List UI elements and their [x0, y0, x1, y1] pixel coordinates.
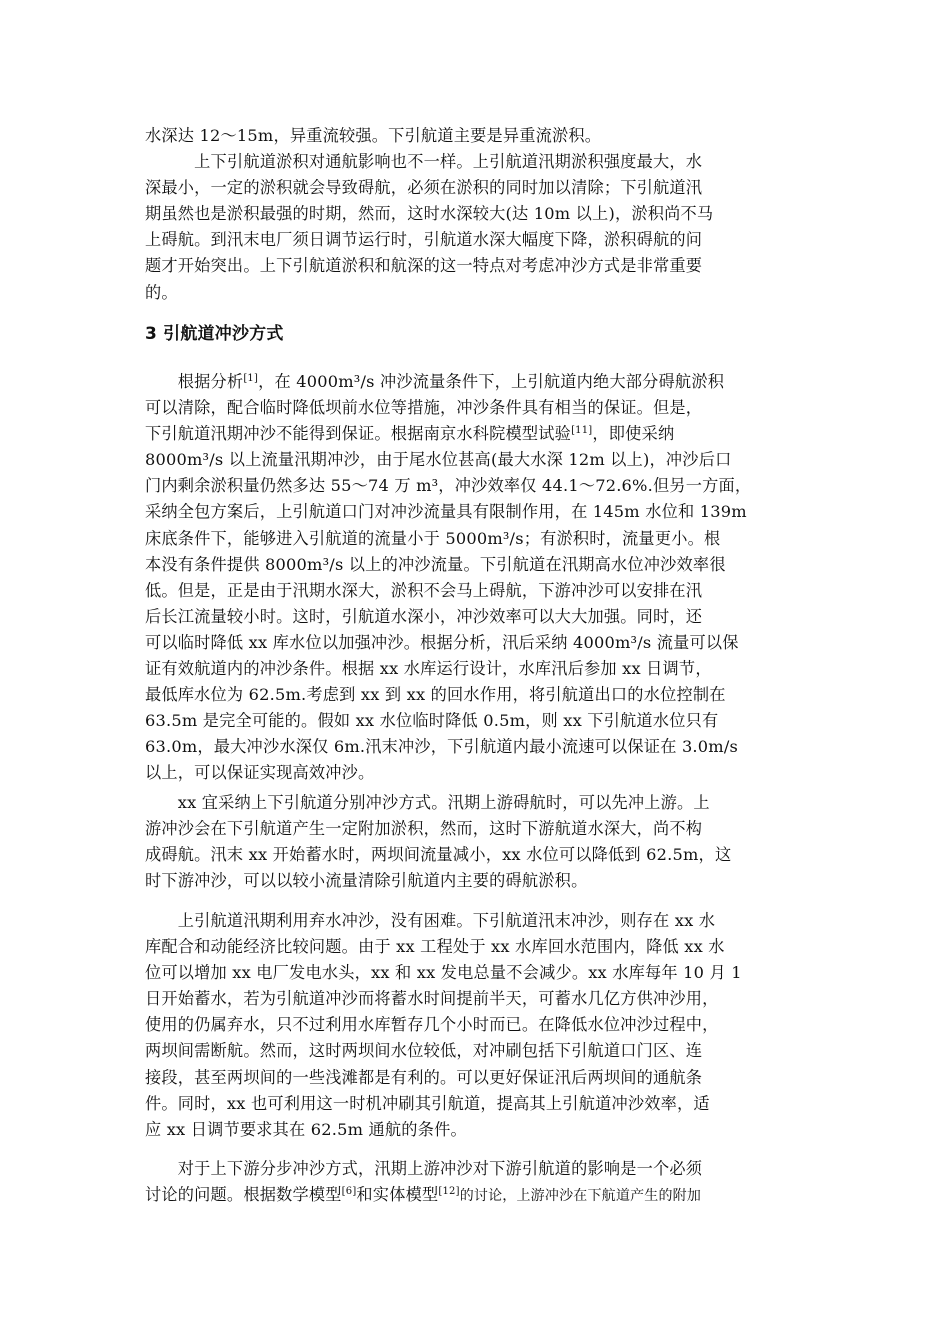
text-line: 63.5m 是完全可能的。假如 xx 水位临时降低 0.5m，则 xx 下引航道水位只有	[145, 711, 719, 731]
text-line: 8000m³/s 以上流量汛期冲沙，由于尾水位甚高(最大水深 12m 以上)，冲沙后口	[145, 450, 732, 470]
text-line: 低。但是，正是由于汛期水深大，淤积不会马上碍航，下游冲沙可以安排在汛	[145, 580, 703, 600]
text-line: 库配合和动能经济比较问题。由于 xx 工程处于 xx 水库回水范围内，降低 xx 水	[145, 937, 725, 957]
text-line: xx 宜采纳上下引航道分别冲沙方式。汛期上游碍航时，可以先冲上游。上	[145, 793, 710, 812]
text-line: 以上，可以保证实现高效冲沙。	[145, 763, 375, 783]
text-line: 后长江流量较小时。这时，引航道水深小，冲沙效率可以大大加强。同时，还	[145, 606, 703, 626]
text-line: 接段，甚至两坝间的一些浅滩都是有利的。可以更好保证汛后两坝间的通航条	[145, 1067, 703, 1087]
paragraph-stepwise-flushing	[145, 1156, 810, 1208]
text-line: 最低库水位为 62.5m.考虑到 xx 到 xx 的回水作用，将引航道出口的水位控制在	[145, 685, 726, 705]
text-line: 可以清除，配合临时降低坝前水位等措施，冲沙条件具有相当的保证。但是，	[145, 398, 703, 418]
citation-ref: [11]	[571, 425, 593, 437]
text-line: 应 xx 日调节要求其在 62.5m 通航的条件。	[145, 1119, 467, 1139]
text-line: 日开始蓄水，若为引航道冲沙而将蓄水时间提前半天，可蓄水几亿方供冲沙用，	[145, 989, 719, 1009]
paragraph-upper-channel	[145, 908, 810, 1143]
text-line: 游冲沙会在下引航道产生一定附加淤积，然而，这时下游航道水深大，尚不构	[145, 819, 703, 839]
text-line: 采纳全包方案后，上引航道口门对冲沙流量具有限制作用，在 145m 水位和 139m	[145, 502, 747, 522]
text-line: 讨论的问题。根据数学模型[6]和实体模型[12]的讨论，上游冲沙在下航道产生的附加	[145, 1185, 702, 1205]
text-line: 使用的仍属弃水，只不过利用水库暂存几个小时而已。在降低水位冲沙过程中，	[145, 1015, 719, 1035]
text-line: 的。	[145, 282, 178, 302]
text-line: 两坝间需断航。然而，这时两坝间水位较低，对冲刷包括下引航道口门区、连	[145, 1041, 703, 1061]
section-heading: 3 引航道冲沙方式	[145, 324, 284, 344]
citation-ref: [1]	[243, 373, 259, 384]
text-line: 63.0m，最大冲沙水深仅 6m.汛末冲沙，下引航道内最小流速可以保证在 3.0m/s	[145, 737, 738, 757]
text-line: 对于上下游分步冲沙方式，汛期上游冲沙对下游引航道的影响是一个必须	[145, 1159, 703, 1178]
text-line: 可以临时降低 xx 库水位以加强冲沙。根据分析，汛后采纳 4000m³/s 流量可以保	[145, 632, 739, 652]
text-line: 根据分析[1]，在 4000m³/s 冲沙流量条件下，上引航道内绝大部分碍航淤积	[145, 372, 725, 391]
text-line: 水深达 12～15m，异重流较强。下引航道主要是异重流淤积。	[145, 126, 602, 145]
text-line: 证有效航道内的冲沙条件。根据 xx 水库运行设计，水库汛后参加 xx 日调节，	[145, 659, 712, 679]
text-line: 题才开始突出。上下引航道淤积和航深的这一特点对考虑冲沙方式是非常重要	[145, 256, 703, 276]
text-line: 上碍航。到汛末电厂须日调节运行时，引航道水深大幅度下降，淤积碍航的问	[145, 230, 703, 250]
text-line: 上下引航道淤积对通航影响也不一样。上引航道汛期淤积强度最大，水	[145, 152, 703, 172]
citation-ref: [6]	[341, 1186, 357, 1198]
text-line: 位可以增加 xx 电厂发电水头，xx 和 xx 发电总量不会减少。xx 水库每年 10 月 1	[145, 963, 742, 983]
text-line: 期虽然也是淤积最强的时期，然而，这时水深较大(达 10m 以上)，淤积尚不马	[145, 204, 714, 224]
citation-ref: [12]	[438, 1186, 460, 1198]
text-line: 本没有条件提供 8000m³/s 以上的冲沙流量。下引航道在汛期高水位冲沙效率很	[145, 554, 726, 574]
paragraph-continuation	[145, 123, 810, 306]
text-line: 成碍航。汛末 xx 开始蓄水时，两坝间流量减小，xx 水位可以降低到 62.5m，这	[145, 845, 732, 865]
text-line: 床底条件下，能够进入引航道的流量小于 5000m³/s；有淤积时，流量更小。根	[145, 528, 721, 548]
text-line: 下引航道汛期冲沙不能得到保证。根据南京水科院模型试验[11]，即使采纳	[145, 424, 675, 444]
paragraph-flushing-analysis	[145, 369, 810, 787]
text-line: 件。同时，xx 也可利用这一时机冲刷其引航道，提高其上引航道冲沙效率，适	[145, 1093, 710, 1113]
text-line: 深最小，一定的淤积就会导致碍航，必须在淤积的同时加以清除；下引航道汛	[145, 178, 703, 198]
text-line: 上引航道汛期利用弃水冲沙，没有困难。下引航道汛末冲沙，则存在 xx 水	[145, 911, 716, 930]
text-line: 门内剩余淤积量仍然多达 55～74 万 m³，冲沙效率仅 44.1～72.6%.但另一方面，	[145, 476, 752, 496]
paragraph-separate-flushing	[145, 790, 810, 894]
text-line: 时下游冲沙，可以以较小流量清除引航道内主要的碍航淤积。	[145, 871, 588, 891]
